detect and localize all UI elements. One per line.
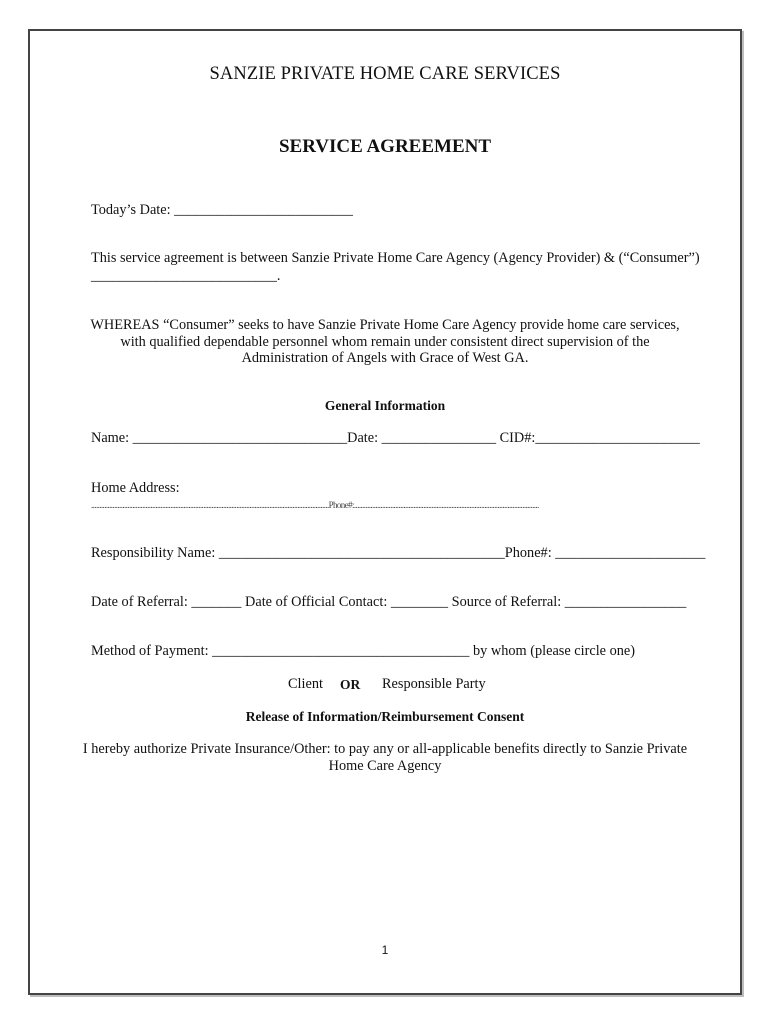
release-consent-heading: Release of Information/Reimbursement Consent bbox=[245, 709, 525, 724]
whereas-line-3: Administration of Angels with Grace of West GA. bbox=[241, 350, 529, 366]
home-address-phone-field[interactable] bbox=[91, 496, 677, 513]
company-title: SANZIE PRIVATE HOME CARE SERVICES bbox=[209, 64, 561, 84]
home-address-label: Home Address: bbox=[91, 480, 180, 496]
agreement-statement: This service agreement is between Sanzie Private Home Care Agency (Agency Provider) & (“Consumer”) bbox=[91, 250, 700, 266]
circle-option-responsible-party[interactable]: Responsible Party bbox=[382, 676, 486, 692]
todays-date-field[interactable]: Today’s Date: _________________________ bbox=[91, 202, 353, 218]
release-line-1: I hereby authorize Private Insurance/Other: to pay any or all-applicable benefits directly to Sanzie Private bbox=[82, 741, 688, 757]
circle-option-client[interactable]: Client bbox=[288, 676, 323, 692]
release-line-2: Home Care Agency bbox=[328, 757, 442, 774]
release-paragraph bbox=[80, 741, 690, 774]
consumer-name-field[interactable]: __________________________. bbox=[91, 268, 281, 284]
general-information-heading: General Information bbox=[324, 398, 446, 413]
method-of-payment-field[interactable]: Method of Payment: ____________________________________ by whom (please circle one) bbox=[91, 643, 635, 659]
referral-contact-source-field[interactable]: Date of Referral: _______ Date of Official Contact: ________ Source of Referral: _________________ bbox=[91, 594, 687, 610]
responsibility-phone-field[interactable]: Responsibility Name: ________________________________________Phone#: _____________________ bbox=[91, 545, 706, 561]
name-date-cid-field[interactable]: Name: ______________________________Date: ________________ CID#:_______________________ bbox=[91, 430, 700, 446]
circle-option-or: OR bbox=[340, 677, 361, 692]
whereas-paragraph bbox=[80, 317, 690, 367]
whereas-line-2: with qualified dependable personnel whom remain under consistent direct supervision of the bbox=[120, 333, 650, 350]
document-title: SERVICE AGREEMENT bbox=[278, 136, 492, 157]
home-address-dotted-line: ................................................................................................................................................Phone#:................................................................................................................ bbox=[91, 500, 539, 510]
whereas-line-1: WHEREAS “Consumer” seeks to have Sanzie Private Home Care Agency provide home care services, bbox=[90, 317, 680, 333]
page-number: 1 bbox=[381, 943, 389, 957]
